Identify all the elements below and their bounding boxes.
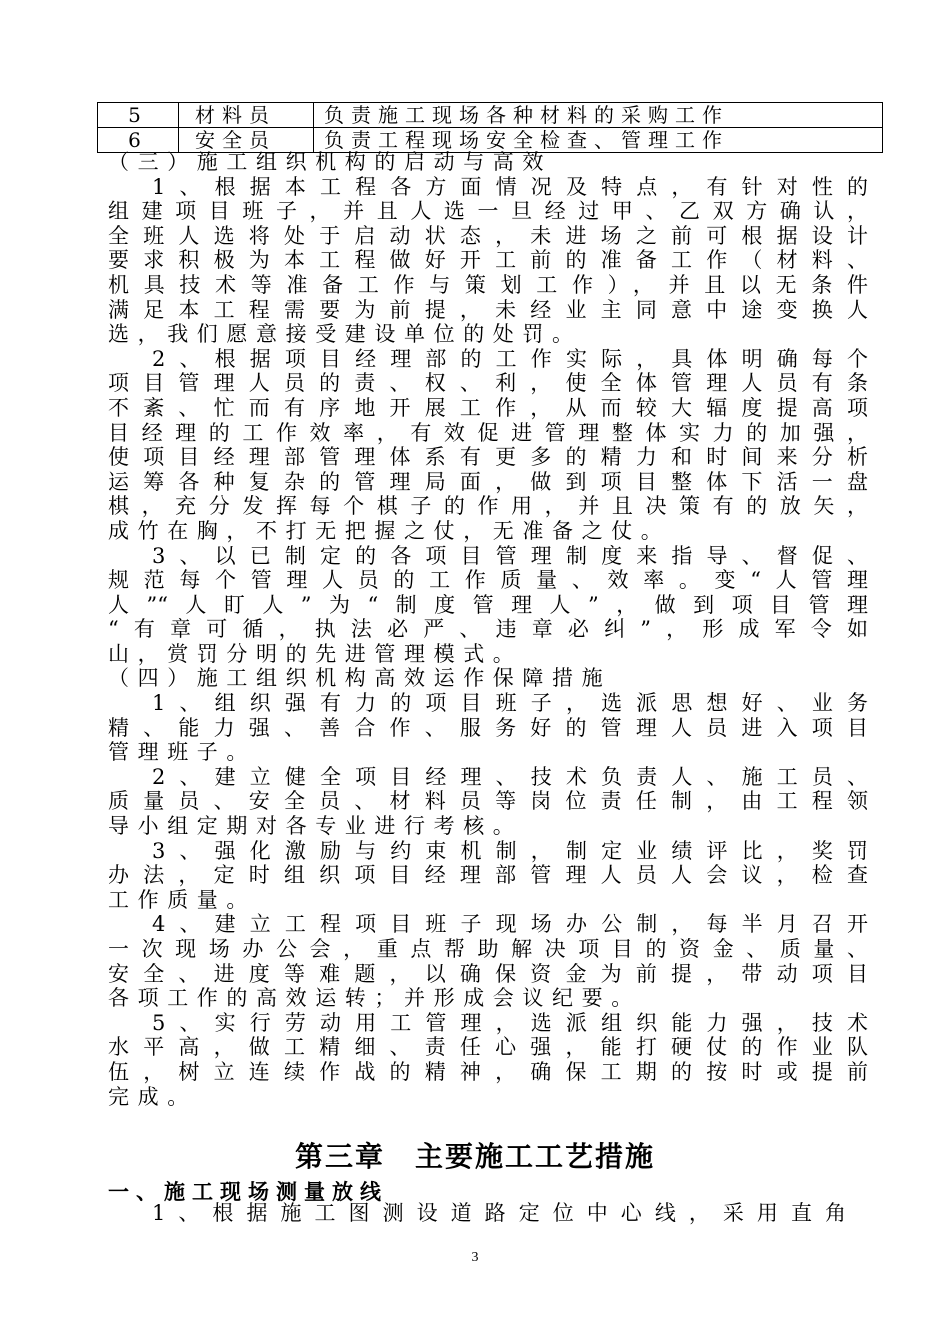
section-title: 一、施工现场测量放线 [108,1180,388,1204]
paragraph-line: 项目管理人员的责、权、利，使全体管理人员有条 [108,371,868,396]
paragraph-line: 工作质量。 [108,887,256,912]
paragraph-line: 要求积极为本工程做好开工前的准备工作（材料、 [108,248,868,273]
paragraph-line: “有章可循，执法必严、违章必纠”，形成军令如 [108,617,868,642]
paragraph-line: （三）施工组织机构的启动与高效 [108,150,552,174]
paragraph-line: 完成。 [108,1084,197,1109]
paragraph-line: 人”“人盯人”为“制度管理人”，做到项目管理 [108,592,868,617]
role-cell: 安全员 [179,128,314,153]
staff-duty-table [97,102,883,153]
paragraph-line: 一次现场办公会，重点帮助解决项目的资金、质量、 [108,937,868,961]
paragraph-line: 棋，充分发挥每个棋子的作用，并且决策有的放矢， [108,494,868,519]
role-cell: 材料员 [179,103,314,128]
paragraph-line: 2、建立健全项目经理、技术负责人、施工员、 [152,764,868,789]
paragraph-line: （四）施工组织机构高效运作保障措施 [108,666,612,691]
paragraph-line: 安全、进度等难题，以确保资金为前提，带动项目 [108,961,868,986]
paragraph-line: 1、根据施工图测设道路定位中心线，采用直角 [152,1201,846,1225]
paragraph-line: 全班人选将处于启动状态，未进场之前可根据设计 [108,223,868,248]
paragraph-line: 1、组织强有力的项目班子，选派思想好、业务 [152,691,868,716]
paragraph-line: 使项目经理部管理体系有更多的精力和时间来分析 [108,445,868,470]
page-number: 3 [471,1250,479,1265]
table-row [98,128,883,153]
paragraph-line: 导小组定期对各专业进行考核。 [108,814,523,839]
table-row [98,103,883,128]
duty-cell: 负责工程现场安全检查、管理工作 [314,128,883,153]
paragraph-line: 规范每个管理人员的工作质量、效率。变“人管理 [108,568,868,593]
paragraph-line: 山，赏罚分明的先进管理模式。 [108,641,523,666]
paragraph-line: 水平高，做工精细、责任心强，能打硬仗的作业队 [108,1035,868,1060]
paragraph-line: 5、实行劳动用工管理，选派组织能力强，技术 [152,1010,868,1035]
paragraph-line: 精、能力强、善合作、服务好的管理人员进入项目 [108,715,868,740]
duty-cell: 负责施工现场各种材料的采购工作 [314,103,883,128]
paragraph-line: 1、根据本工程各方面情况及特点，有针对性的 [152,174,868,199]
paragraph-line: 2、根据项目经理部的工作实际，具体明确每个 [152,346,868,371]
paragraph-line: 选，我们愿意接受建设单位的处罚。 [108,322,582,347]
chapter-title: 第三章 主要施工工艺措施 [294,1140,655,1173]
paragraph-line: 运筹各种复杂的管理局面，做到项目整体下活一盘 [108,469,868,494]
paragraph-line: 3、强化激励与约束机制，制定业绩评比，奖罚 [152,838,868,863]
paragraph-line: 伍，树立连续作战的精神，确保工期的按时或提前 [108,1059,868,1084]
paragraph-line: 满足本工程需要为前提，未经业主同意中途变换人 [108,297,868,322]
row-number-cell: 6 [98,128,179,153]
paragraph-line: 3、以已制定的各项目管理制度来指导、督促、 [152,543,868,568]
paragraph-line: 4、建立工程项目班子现场办公制，每半月召开 [152,912,868,937]
paragraph-line: 质量员、安全员、材料员等岗位责任制，由工程领 [108,789,868,814]
paragraph-line: 管理班子。 [108,740,256,765]
paragraph-line: 办法，定时组织项目经理部管理人员人会议，检查 [108,863,868,888]
row-number-cell: 5 [98,103,179,128]
paragraph-line: 目经理的工作效率，有效促进管理整体实力的加强， [108,420,868,445]
paragraph-line: 各项工作的高效运转；并形成会议纪要。 [108,986,641,1011]
body-text [108,150,868,1109]
paragraph-line: 组建项目班子，并且人选一旦经过甲、乙双方确认， [108,199,868,224]
paragraph-line: 机具技术等准备工作与策划工作），并且以无条件 [108,272,868,297]
paragraph-line: 不紊、忙而有序地开展工作，从而较大辐度提高项 [108,395,868,420]
paragraph-line: 成竹在胸，不打无把握之仗，无准备之仗。 [108,518,671,543]
